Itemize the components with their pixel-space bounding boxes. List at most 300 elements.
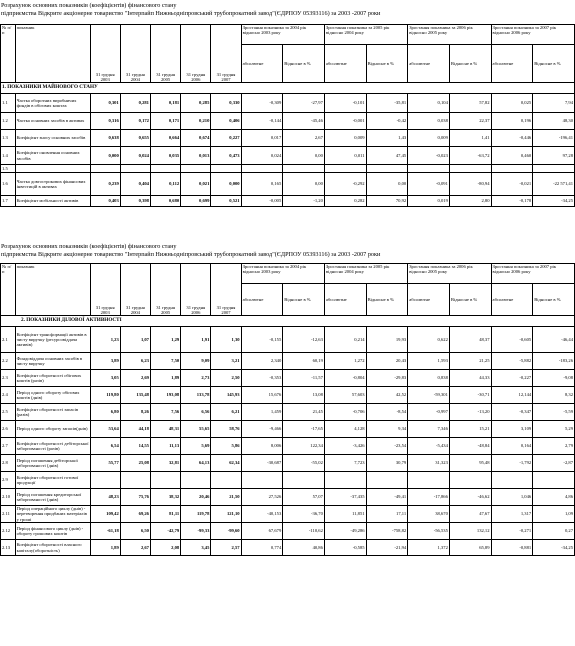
year-value	[120, 472, 150, 489]
col-year: 31 грудня 2005	[150, 25, 180, 83]
year-value: 7,56	[150, 404, 180, 421]
relative-change: 17,11	[366, 506, 408, 523]
year-value: 6,56	[181, 404, 211, 421]
year-value: 75,76	[120, 489, 150, 506]
relative-change: -11,57	[283, 370, 325, 387]
table-row	[1, 370, 575, 387]
absolute-change: -0,997	[408, 404, 450, 421]
relative-change: 13,08	[283, 387, 325, 404]
absolute-change: -0,446	[491, 130, 533, 147]
relative-change: 21,45	[283, 404, 325, 421]
year-value: 6,50	[120, 523, 150, 540]
row-indicator-name: Коефіцієнт оборотності власного капіталу(оборотність)	[15, 540, 90, 556]
col-group: Зростання показника за 2006 рік відносно 2005 року	[408, 25, 491, 45]
absolute-change: 3,109	[491, 421, 533, 438]
absolute-change: 31,323	[408, 455, 450, 472]
relative-change: 22,37	[449, 113, 491, 130]
year-value: 0,227	[211, 130, 241, 147]
absolute-change	[324, 472, 366, 489]
row-indicator-name: Частка довгострокових фінансових інвестицій в активах	[15, 173, 90, 196]
col-year: 31 грудня 2004	[120, 25, 150, 83]
relative-change: 40,86	[283, 540, 325, 556]
relative-change: 2,79	[533, 438, 575, 455]
absolute-change: -5,882	[491, 353, 533, 370]
year-value: 25,08	[120, 455, 150, 472]
year-value: 0,024	[120, 147, 150, 165]
relative-change: -35,81	[366, 94, 408, 113]
absolute-change: -17,866	[408, 489, 450, 506]
absolute-change: 15,676	[241, 387, 283, 404]
absolute-change: 0,164	[491, 438, 533, 455]
relative-change: -34,25	[533, 540, 575, 556]
relative-change	[283, 472, 325, 489]
absolute-change	[491, 165, 533, 173]
relative-change: 132,12	[449, 523, 491, 540]
absolute-change: 1,593	[408, 353, 450, 370]
section-2	[0, 243, 575, 556]
table-business-activity	[0, 263, 575, 556]
absolute-change: 0,024	[241, 147, 283, 165]
absolute-change: -0,023	[408, 147, 450, 165]
year-value: 69,26	[120, 506, 150, 523]
row-indicator-name: Період погашення кредиторської заборгованості (днів)	[15, 489, 90, 506]
relative-change: -9,08	[533, 370, 575, 387]
year-value: 0,013	[181, 147, 211, 165]
relative-change: 2,67	[283, 130, 325, 147]
year-value: 0,404	[120, 173, 150, 196]
year-value: 0,638	[90, 130, 120, 147]
year-value: 9,09	[181, 353, 211, 370]
relative-change: 9,34	[366, 421, 408, 438]
year-value: 38,32	[150, 489, 180, 506]
absolute-change	[241, 472, 283, 489]
row-indicator-name: Коефіцієнт оборотності дебіторської заборгованості (разів)	[15, 438, 90, 455]
absolute-change: -0,292	[324, 173, 366, 196]
relative-change	[283, 165, 325, 173]
year-value: 81,11	[150, 506, 180, 523]
row-number: 2.2	[1, 353, 16, 370]
year-value: 6,21	[211, 404, 241, 421]
absolute-change: -37,435	[324, 489, 366, 506]
relative-change: -0,42	[366, 113, 408, 130]
relative-change	[533, 165, 575, 173]
year-value: 48,31	[150, 421, 180, 438]
year-value: 0,285	[181, 94, 211, 113]
relative-change: 21,25	[449, 353, 491, 370]
year-value	[90, 472, 120, 489]
absolute-change: -40,153	[241, 506, 283, 523]
year-value: 5,69	[181, 438, 211, 455]
relative-change: 0,00	[366, 173, 408, 196]
col-year: 31 грудня 2005	[150, 264, 180, 316]
year-value: 145,93	[211, 387, 241, 404]
table-property-state	[0, 24, 575, 207]
table-row	[1, 421, 575, 438]
year-value: 2,08	[150, 540, 180, 556]
absolute-change: -0,881	[491, 540, 533, 556]
caption-line-1: Розрахунок основних показників (коефіцієнтів) фінансового стану	[1, 243, 177, 250]
year-value: 133,78	[181, 387, 211, 404]
row-indicator-name: Фондовіддача основних засобів в чисту виручку	[15, 353, 90, 370]
year-value: 1,91	[181, 327, 211, 353]
year-value: 64,13	[181, 455, 211, 472]
relative-change: 60,19	[283, 353, 325, 370]
year-value	[181, 472, 211, 489]
year-value	[211, 472, 241, 489]
table-row	[1, 540, 575, 556]
relative-change: -34,25	[533, 196, 575, 207]
year-value: 0,171	[150, 113, 180, 130]
year-value: 5,86	[211, 438, 241, 455]
absolute-change: 0,017	[241, 130, 283, 147]
year-value	[150, 472, 180, 489]
year-value: 48,23	[90, 489, 120, 506]
absolute-change: 0,009	[408, 130, 450, 147]
row-indicator-name: Період фінансового циклу (днів) - обороту грошових коштів	[15, 523, 90, 540]
table-row	[1, 94, 575, 113]
year-value: 0,521	[211, 196, 241, 207]
absolute-change	[491, 472, 533, 489]
year-value: 6,80	[90, 404, 120, 421]
year-value: 0,699	[181, 196, 211, 207]
relative-change	[449, 165, 491, 173]
relative-change	[533, 472, 575, 489]
table-row	[1, 489, 575, 506]
year-value: 32,81	[150, 455, 180, 472]
year-value: 11,13	[150, 438, 180, 455]
table-row	[1, 165, 575, 173]
relative-change: 57,07	[283, 489, 325, 506]
relative-change: 5,29	[533, 421, 575, 438]
year-value: 0,281	[120, 94, 150, 113]
relative-change: 44,33	[449, 370, 491, 387]
year-value: 0,239	[90, 173, 120, 196]
relative-change: -196,41	[533, 130, 575, 147]
table-row	[1, 404, 575, 421]
col-pct: Відносне в %	[449, 284, 491, 316]
relative-change	[366, 472, 408, 489]
col-group: Зростання показника за 2005 рік відносно 2004 року	[324, 25, 407, 45]
relative-change: -21,94	[366, 540, 408, 556]
row-number: 2.9	[1, 472, 16, 489]
absolute-change: -30,687	[241, 455, 283, 472]
absolute-change: 0,011	[324, 147, 366, 165]
year-value: 1,07	[120, 327, 150, 353]
year-value: 0,398	[120, 196, 150, 207]
row-number: 2.6	[1, 421, 16, 438]
absolute-change: 1,272	[324, 353, 366, 370]
year-value: 0,035	[150, 147, 180, 165]
col-group: Зростання показника за 2007 рік відносно 2006 року	[491, 25, 574, 45]
table-row	[1, 387, 575, 404]
row-indicator-name: Коефіцієнт оборотності запасів (разів)	[15, 404, 90, 421]
table-row	[1, 472, 575, 489]
relative-change: -2,87	[533, 455, 575, 472]
section-title: 1. ПОКАЗНИКИ МАЙНОВОГО СТАНУ	[1, 83, 575, 94]
col-no: № п/п	[1, 25, 16, 83]
year-value: 53,64	[90, 421, 120, 438]
absolute-change: 0,282	[324, 196, 366, 207]
absolute-change: -0,101	[324, 94, 366, 113]
row-indicator-name: Коефіцієнт трансформації активів в чисту виручку (ресурсовіддача активів)	[15, 327, 90, 353]
col-pct: Відносне в %	[449, 45, 491, 83]
row-number: 1.1	[1, 94, 16, 113]
year-value: 119,80	[90, 387, 120, 404]
year-value: 2,69	[120, 370, 150, 387]
col-abs: абсолютне	[408, 45, 450, 83]
absolute-change	[408, 165, 450, 173]
year-value: 0,021	[181, 173, 211, 196]
year-value: 0,000	[211, 173, 241, 196]
absolute-change: 1,459	[241, 404, 283, 421]
row-indicator-name: Коефіцієнт зносу основних засобів	[15, 130, 90, 147]
relative-change: -22 571,41	[533, 173, 575, 196]
relative-change: 8,32	[533, 387, 575, 404]
col-year: 31 грудня 2006	[181, 25, 211, 83]
year-value: 3,45	[181, 540, 211, 556]
relative-change: 95,48	[449, 455, 491, 472]
absolute-change: -0,178	[491, 196, 533, 207]
absolute-change: 38,670	[408, 506, 450, 523]
absolute-change: 11,851	[324, 506, 366, 523]
year-value: 0,403	[90, 196, 120, 207]
year-value: 21,50	[211, 489, 241, 506]
year-value: 6,23	[120, 353, 150, 370]
absolute-change	[324, 165, 366, 173]
absolute-change: -0,155	[241, 327, 283, 353]
row-number: 2.5	[1, 404, 16, 421]
relative-change: 15,21	[449, 421, 491, 438]
col-no: № п/п	[1, 264, 16, 316]
year-value: 2,73	[181, 370, 211, 387]
absolute-change: -0,706	[324, 404, 366, 421]
table-row	[1, 327, 575, 353]
absolute-change: -1,792	[491, 455, 533, 472]
col-pct: Відносне в %	[283, 45, 325, 83]
absolute-change: 0,838	[408, 370, 450, 387]
absolute-change: 0,460	[491, 147, 533, 165]
year-value: 0,664	[150, 130, 180, 147]
year-value: 0,112	[150, 173, 180, 196]
year-value: 1,23	[90, 327, 120, 353]
absolute-change: 67,679	[241, 523, 283, 540]
absolute-change: -0,005	[241, 196, 283, 207]
year-value: -42,79	[150, 523, 180, 540]
relative-change: 0,00	[283, 147, 325, 165]
col-year: 31 грудня 2004	[120, 264, 150, 316]
relative-change: -46,44	[533, 327, 575, 353]
row-indicator-name: Період погашення дебіторської заборгованості (днів)	[15, 455, 90, 472]
relative-change: 97,28	[533, 147, 575, 165]
relative-change	[449, 472, 491, 489]
row-indicator-name	[15, 165, 90, 173]
year-value: 3,05	[90, 370, 120, 387]
absolute-change: 0,622	[408, 327, 450, 353]
absolute-change: -0,605	[491, 327, 533, 353]
relative-change: 0,27	[533, 523, 575, 540]
table-row	[1, 455, 575, 472]
row-indicator-name: Період одного обороту запасів(днів)	[15, 421, 90, 438]
section-title: 2. ПОКАЗНИКИ ДІЛОВОЇ АКТИВНОСТІ	[1, 316, 575, 327]
relative-change: 42,52	[366, 387, 408, 404]
year-value: 135,48	[120, 387, 150, 404]
table-row	[1, 353, 575, 370]
row-indicator-name: Коефіцієнт оновлення основних засобів	[15, 147, 90, 165]
relative-change: 122,34	[283, 438, 325, 455]
absolute-change: -0,001	[324, 113, 366, 130]
relative-change: -17,65	[283, 421, 325, 438]
relative-change: -8,54	[366, 404, 408, 421]
absolute-change: 57,603	[324, 387, 366, 404]
year-value	[211, 165, 241, 173]
absolute-change: -0,021	[491, 173, 533, 196]
absolute-change: -0,227	[491, 370, 533, 387]
relative-change: 47,67	[449, 506, 491, 523]
year-value: 2,67	[120, 540, 150, 556]
relative-change: -45,46	[283, 113, 325, 130]
relative-change: -48,84	[449, 438, 491, 455]
absolute-change: 1,317	[491, 506, 533, 523]
row-number: 2.8	[1, 455, 16, 472]
absolute-change: 1,046	[491, 489, 533, 506]
row-number: 1.5	[1, 165, 16, 173]
absolute-change: 0,104	[408, 94, 450, 113]
year-value: -61,18	[90, 523, 120, 540]
absolute-change	[241, 165, 283, 173]
table-row	[1, 173, 575, 196]
col-pct: Відносне в %	[366, 45, 408, 83]
year-value: 14,55	[120, 438, 150, 455]
relative-change: -13,20	[449, 404, 491, 421]
row-indicator-name: Частка основних засобів в активах	[15, 113, 90, 130]
year-value: 0,674	[181, 130, 211, 147]
absolute-change: 1,372	[408, 540, 450, 556]
col-year: 31 грудня 2007	[211, 25, 241, 83]
absolute-change: -56,535	[408, 523, 450, 540]
col-group: Зростання показника за 2004 рік відносно 2003 року	[241, 264, 324, 284]
absolute-change: 27,526	[241, 489, 283, 506]
relative-change: -46,62	[449, 489, 491, 506]
col-abs: абсолютне	[324, 45, 366, 83]
table-row	[1, 523, 575, 540]
caption-line-2: підприємства Відкрите акціонерне товариство "Інтерпайп Нижньодніпровський трубопрокатний завод"(ЄДРПОУ 05393116) за 2003 -2007 роки	[1, 10, 381, 17]
year-value: 109,42	[90, 506, 120, 523]
year-value: 0,406	[211, 113, 241, 130]
year-value: 0,680	[150, 196, 180, 207]
relative-change: 48,37	[449, 327, 491, 353]
relative-change: 70,92	[366, 196, 408, 207]
absolute-change: 2,340	[241, 353, 283, 370]
absolute-change: -0,271	[491, 523, 533, 540]
relative-change: -30,71	[449, 387, 491, 404]
year-value: 193,08	[150, 387, 180, 404]
year-value: 121,10	[211, 506, 241, 523]
year-value: 0,316	[90, 113, 120, 130]
section-1	[0, 2, 575, 207]
absolute-change: -0,347	[491, 404, 533, 421]
absolute-change: 0,025	[491, 94, 533, 113]
col-abs: абсолютне	[241, 45, 283, 83]
row-indicator-name: Коефіцієнт оборотності готової продукції	[15, 472, 90, 489]
relative-change: 1,41	[449, 130, 491, 147]
row-number: 2.13	[1, 540, 16, 556]
year-value: 0,330	[211, 94, 241, 113]
row-indicator-name: Коефіцієнт мобільності активів	[15, 196, 90, 207]
row-number: 2.1	[1, 327, 16, 353]
year-value: 3,89	[90, 353, 120, 370]
relative-change: -80,94	[449, 173, 491, 196]
absolute-change: 0,019	[408, 196, 450, 207]
absolute-change: -49,286	[324, 523, 366, 540]
col-abs: абсолютне	[241, 284, 283, 316]
year-value: 7,50	[150, 353, 180, 370]
year-value: 6,54	[90, 438, 120, 455]
row-indicator-name: Період одного обороту обігових коштів (днів)	[15, 387, 90, 404]
col-year: 31 грудня 2006	[181, 264, 211, 316]
col-year: 31 грудня 2007	[211, 264, 241, 316]
relative-change: -758,82	[366, 523, 408, 540]
absolute-change: 0,214	[324, 327, 366, 353]
relative-change: -110,62	[283, 523, 325, 540]
year-value: 0,210	[181, 113, 211, 130]
absolute-change: 8,006	[241, 438, 283, 455]
absolute-change: -9,466	[241, 421, 283, 438]
relative-change: -49,41	[366, 489, 408, 506]
year-value: 2,50	[211, 370, 241, 387]
row-number: 2.11	[1, 506, 16, 523]
col-pct: Відносне в %	[533, 284, 575, 316]
year-value: 119,78	[181, 506, 211, 523]
relative-change: -12,63	[283, 327, 325, 353]
col-group: Зростання показника за 2006 рік відносно 2005 року	[408, 264, 491, 284]
year-value	[150, 165, 180, 173]
year-value: 0,655	[120, 130, 150, 147]
col-pct: Відносне в %	[533, 45, 575, 83]
relative-change: 19,93	[366, 327, 408, 353]
year-value: 3,21	[211, 353, 241, 370]
absolute-change: -0,585	[324, 540, 366, 556]
relative-change: 1,43	[366, 130, 408, 147]
relative-change: -5,59	[533, 404, 575, 421]
row-number: 2.7	[1, 438, 16, 455]
table-row	[1, 113, 575, 130]
table-row	[1, 196, 575, 207]
absolute-change: 0,009	[324, 130, 366, 147]
col-abs: абсолютне	[324, 284, 366, 316]
row-number: 1.6	[1, 173, 16, 196]
col-pct: Відносне в %	[366, 284, 408, 316]
year-value: 62,34	[211, 455, 241, 472]
absolute-change: 7,723	[324, 455, 366, 472]
col-abs: абсолютне	[408, 284, 450, 316]
year-value: 0,181	[150, 94, 180, 113]
col-indicator: показник	[15, 25, 90, 83]
relative-change: 30,79	[366, 455, 408, 472]
absolute-change: -0,353	[241, 370, 283, 387]
absolute-change: 4,128	[324, 421, 366, 438]
relative-change: -27,97	[283, 94, 325, 113]
relative-change: -1,20	[283, 196, 325, 207]
year-value	[90, 165, 120, 173]
absolute-change: 0,038	[408, 113, 450, 130]
year-value: 2,57	[211, 540, 241, 556]
absolute-change: 0,196	[491, 113, 533, 130]
year-value: 1,29	[150, 327, 180, 353]
absolute-change: -0,091	[408, 173, 450, 196]
relative-change: 1,09	[533, 506, 575, 523]
year-value: 8,26	[120, 404, 150, 421]
absolute-change: -0,144	[241, 113, 283, 130]
